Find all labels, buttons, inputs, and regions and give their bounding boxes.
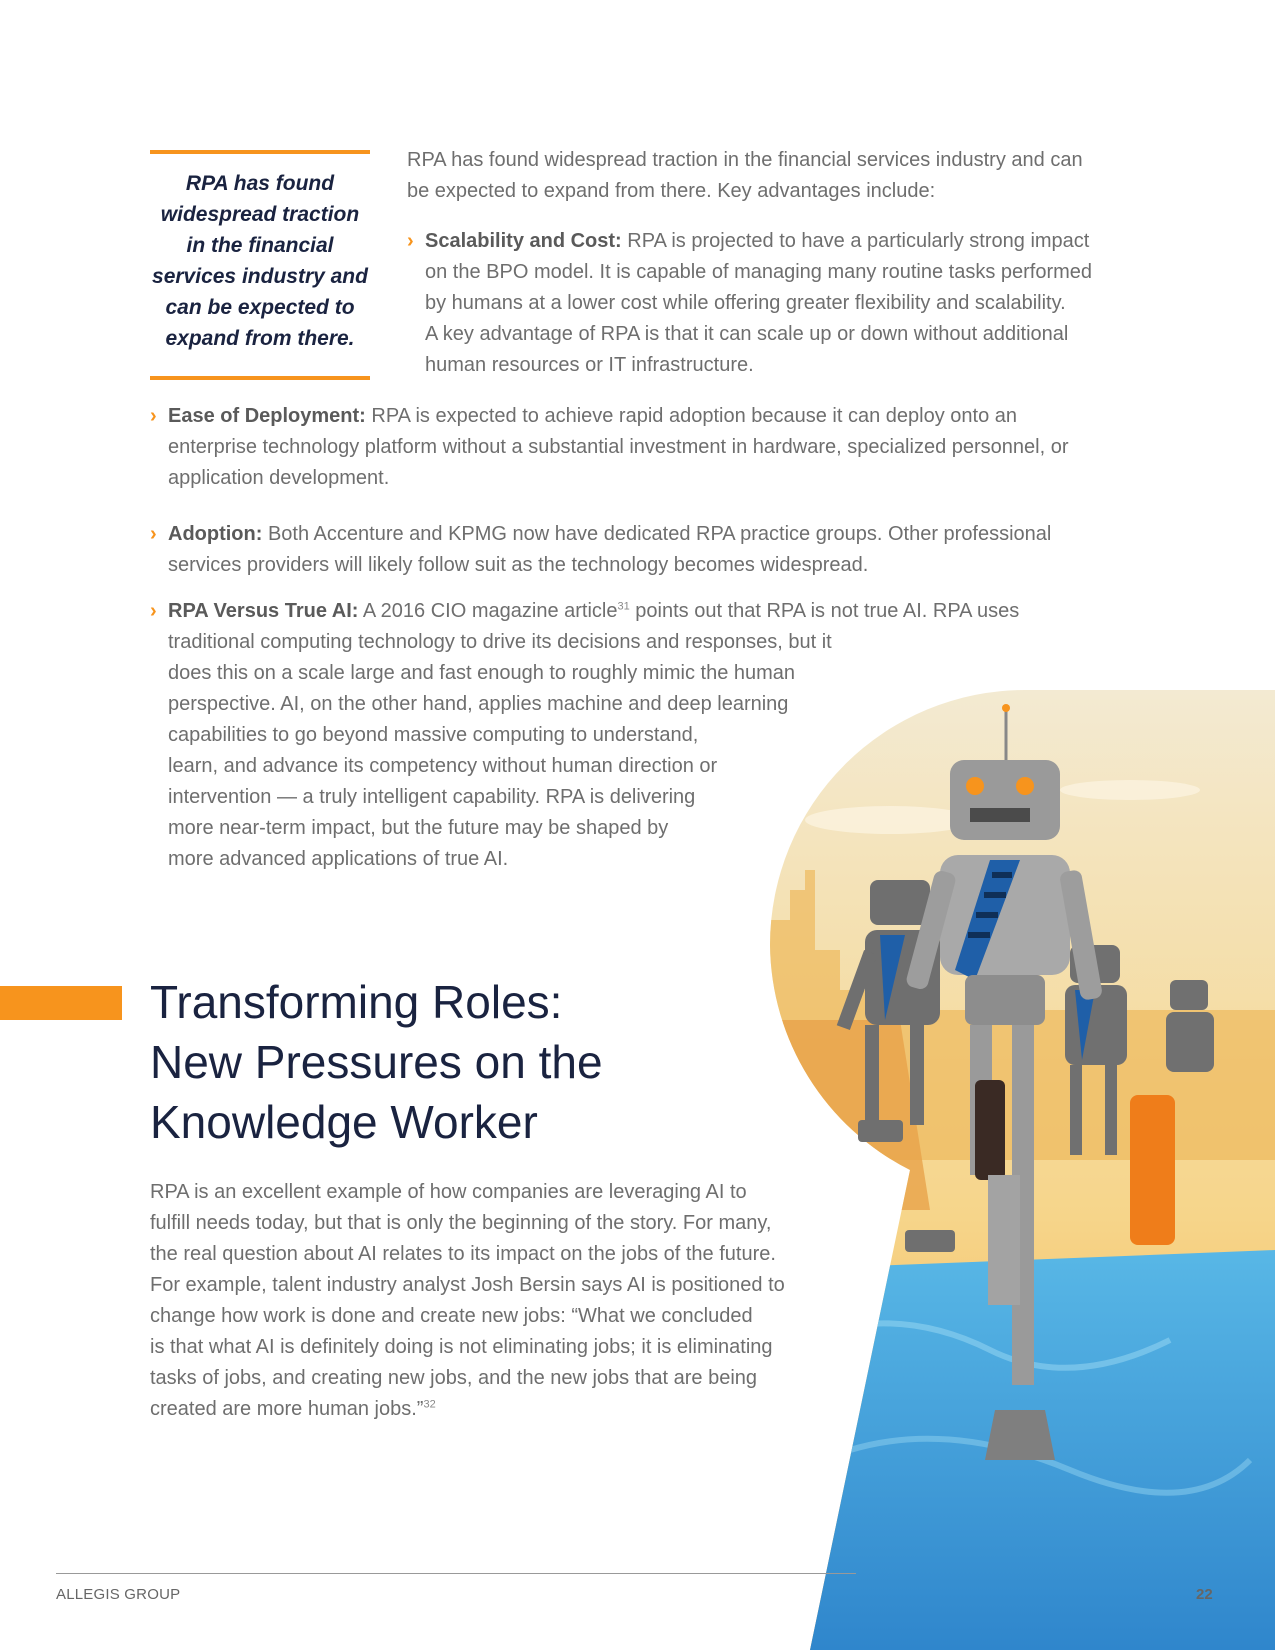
bullet-text: points out that RPA is not true AI. RPA uses <box>629 600 1020 622</box>
chevron-right-icon: › <box>407 230 414 252</box>
paragraph-line: tasks of jobs, and creating new jobs, and the new jobs that are being <box>150 1367 758 1389</box>
bullet-title: Ease of Deployment: <box>168 405 366 427</box>
paragraph-line: fulfill needs today, but that is only the beginning of the story. For many, <box>150 1212 772 1234</box>
bullet-line: A key advantage of RPA is that it can scale up or down without additional <box>425 323 1069 345</box>
bullet-title: Adoption: <box>168 523 263 545</box>
intro-line: be expected to expand from there. Key advantages include: <box>407 180 936 202</box>
chevron-right-icon: › <box>150 523 157 545</box>
pull-quote-line: services industry and <box>152 265 368 288</box>
bullet-line: services providers will likely follow suit as the technology becomes widespread. <box>168 554 869 576</box>
page-number: 22 <box>1196 1586 1213 1603</box>
bullet-ease-of-deployment <box>150 401 1143 494</box>
body-paragraph <box>150 1177 810 1425</box>
bullet-line: application development. <box>168 467 390 489</box>
bullet-line: human resources or IT infrastructure. <box>425 354 754 376</box>
paragraph-line: change how work is done and create new jobs: “What we concluded <box>150 1305 753 1327</box>
bullet-title: Scalability and Cost: <box>425 230 622 252</box>
heading-line: Transforming Roles: <box>150 976 563 1028</box>
pull-quote-line: can be expected to <box>165 296 355 319</box>
paragraph-line: the real question about AI relates to its impact on the jobs of the future. <box>150 1243 776 1265</box>
bullet-line: more near-term impact, but the future may be shaped by <box>168 817 669 839</box>
footnote-ref: 32 <box>423 1398 436 1411</box>
bullet-line: on the BPO model. It is capable of managing many routine tasks performed <box>425 261 1093 283</box>
bullet-line: learn, and advance its competency without human direction or <box>168 755 718 777</box>
chevron-right-icon: › <box>150 405 157 427</box>
pull-quote-line: widespread traction <box>160 203 360 226</box>
bullet-text: A 2016 CIO magazine article <box>358 600 618 622</box>
pull-quote-line: expand from there. <box>165 327 355 350</box>
paragraph-line: RPA is an excellent example of how companies are leveraging AI to <box>150 1181 747 1203</box>
footer-rule <box>56 1573 856 1574</box>
heading-line: Knowledge Worker <box>150 1096 538 1148</box>
pull-quote-line: in the financial <box>186 234 334 257</box>
bullet-text: RPA is projected to have a particularly strong impact <box>621 230 1090 252</box>
pull-quote <box>150 150 370 380</box>
heading-line: New Pressures on the <box>150 1036 603 1088</box>
pull-quote-line: RPA has found <box>185 172 335 195</box>
paragraph-line: is that what AI is definitely doing is not eliminating jobs; it is eliminating <box>150 1336 773 1358</box>
bullet-line: more advanced applications of true AI. <box>168 848 509 870</box>
pull-quote-text <box>150 168 370 354</box>
paragraph-line: For example, talent industry analyst Josh Bersin says AI is positioned to <box>150 1274 785 1296</box>
bullet-text: Both Accenture and KPMG now have dedicated RPA practice groups. Other professional <box>262 523 1052 545</box>
bullet-line: capabilities to go beyond massive computing to understand, <box>168 724 699 746</box>
bullet-scalability <box>407 226 1145 381</box>
chevron-right-icon: › <box>150 600 157 622</box>
bullet-text: RPA is expected to achieve rapid adoption because it can deploy onto an <box>365 405 1018 427</box>
bullet-title: RPA Versus True AI: <box>168 600 359 622</box>
section-heading <box>150 972 603 1152</box>
robots-walking-keyhole-illustration <box>770 690 1275 1650</box>
intro-paragraph <box>407 145 1127 207</box>
footer-company-name: ALLEGIS GROUP <box>56 1586 181 1603</box>
bullet-line: does this on a scale large and fast enough to roughly mimic the human <box>168 662 796 684</box>
footnote-ref: 31 <box>617 600 630 613</box>
intro-line: RPA has found widespread traction in the financial services industry and can <box>407 149 1083 171</box>
bullet-line: perspective. AI, on the other hand, applies machine and deep learning <box>168 693 789 715</box>
bullet-line: enterprise technology platform without a substantial investment in hardware, specialized personnel, or <box>168 436 1069 458</box>
bullet-line: intervention — a truly intelligent capability. RPA is delivering <box>168 786 696 808</box>
bullet-line: by humans at a lower cost while offering greater flexibility and scalability. <box>425 292 1066 314</box>
bullet-adoption <box>150 519 1143 581</box>
bullet-line: traditional computing technology to drive its decisions and responses, but it <box>168 631 832 653</box>
paragraph-line: created are more human jobs.” <box>150 1398 424 1420</box>
heading-accent-bar <box>0 986 122 1020</box>
